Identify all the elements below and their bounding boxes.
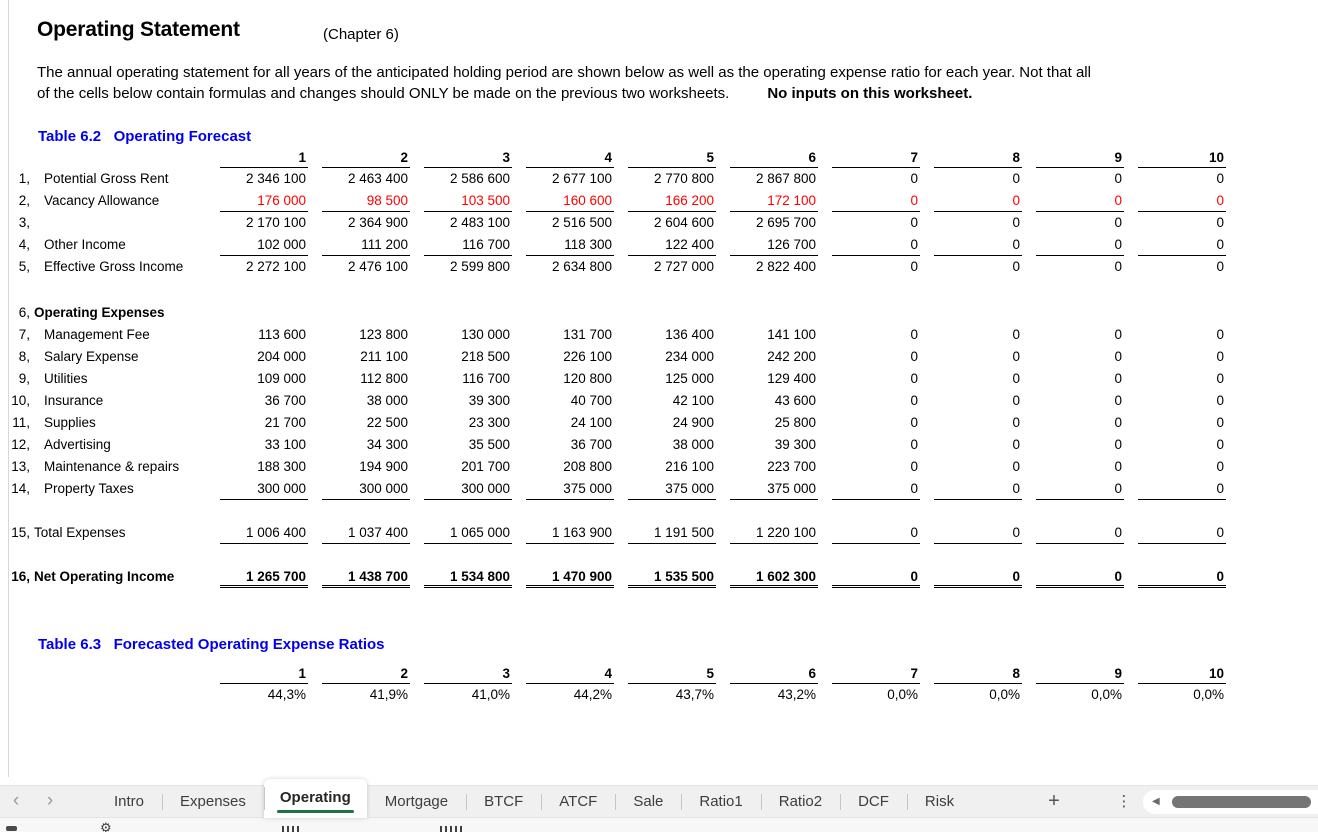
value-cell[interactable]: 141 100: [767, 327, 816, 342]
value-cell[interactable]: 211 100: [360, 349, 408, 364]
value-cell[interactable]: 1 602 300: [716, 566, 818, 588]
value-cell[interactable]: 0: [920, 190, 1022, 212]
value-cell[interactable]: 39 300: [468, 393, 510, 408]
value-cell[interactable]: 2 170 100: [245, 215, 306, 230]
value-cell[interactable]: 0: [1114, 437, 1122, 452]
value-cell[interactable]: 0: [1012, 327, 1020, 342]
value-cell[interactable]: 375 000: [512, 478, 614, 500]
row-number-cell[interactable]: 15,: [11, 525, 30, 540]
value-cell[interactable]: 0: [1216, 349, 1224, 364]
year-header-cell[interactable]: 2: [308, 666, 410, 684]
value-cell[interactable]: 1 470 900: [512, 566, 614, 588]
value-cell[interactable]: 0: [1114, 371, 1122, 386]
intro-line-2: of the cells below contain formulas and changes should ONLY be made on the previous two worksheets. No inputs on this worksheet.: [37, 85, 973, 102]
value-cell[interactable]: 118 300: [512, 234, 614, 256]
value-cell[interactable]: 2 604 600: [653, 215, 714, 230]
value-cell[interactable]: 188 300: [257, 459, 306, 474]
value-cell[interactable]: 103 500: [410, 190, 512, 212]
row-number-cell[interactable]: 6,: [18, 305, 30, 320]
year-header-cell[interactable]: 3: [410, 666, 512, 684]
table-row: [8, 368, 1226, 390]
ratio-value-cell[interactable]: 0,0%: [1091, 687, 1122, 702]
value-cell[interactable]: 242 200: [767, 349, 816, 364]
no-inputs-note: No inputs on this worksheet.: [767, 85, 973, 102]
row-label-cell[interactable]: Effective Gross Income: [44, 259, 184, 274]
value-cell[interactable]: 21 700: [264, 415, 306, 430]
value-cell[interactable]: 2 727 000: [653, 259, 714, 274]
value-cell[interactable]: 0: [1022, 190, 1124, 212]
table-row: [8, 256, 1226, 278]
value-cell[interactable]: 136 400: [665, 327, 714, 342]
year-header-cell[interactable]: 9: [1022, 666, 1124, 684]
add-sheet-button[interactable]: +: [1048, 790, 1060, 812]
value-cell[interactable]: 176 000: [206, 190, 308, 212]
scrollbar-left-icon[interactable]: ◀: [1152, 796, 1160, 807]
sheet-tab-operating[interactable]: Operating: [264, 779, 367, 818]
row-label-cell[interactable]: Supplies: [44, 415, 96, 430]
value-cell[interactable]: 35 500: [468, 437, 510, 452]
value-cell[interactable]: 0: [1114, 259, 1122, 274]
value-cell[interactable]: 0: [920, 478, 1022, 500]
table-row: [8, 684, 1226, 706]
row-label-cell[interactable]: Other Income: [44, 237, 126, 252]
value-cell[interactable]: 216 100: [665, 459, 714, 474]
value-cell[interactable]: 0: [1012, 393, 1020, 408]
year-header-cell[interactable]: 5: [614, 666, 716, 684]
year-header-cell[interactable]: 10: [1124, 666, 1226, 684]
row-label-cell[interactable]: Insurance: [44, 393, 104, 408]
value-cell[interactable]: 39 300: [774, 437, 816, 452]
value-cell[interactable]: 0: [1216, 437, 1224, 452]
status-icon-fragment: [440, 826, 462, 832]
value-cell[interactable]: 234 000: [665, 349, 714, 364]
sheet-tab-intro[interactable]: Intro: [114, 793, 145, 810]
year-header-cell[interactable]: 3: [410, 150, 512, 168]
year-header-cell[interactable]: 1: [206, 150, 308, 168]
value-cell[interactable]: 0: [1022, 234, 1124, 256]
table-62-caption: Table 6.2 Operating Forecast: [38, 128, 252, 145]
value-cell[interactable]: 38 000: [672, 437, 714, 452]
row-number-cell[interactable]: 12,: [11, 437, 30, 452]
value-cell[interactable]: 125 000: [665, 371, 714, 386]
value-cell[interactable]: 1 037 400: [308, 522, 410, 544]
value-cell[interactable]: 0: [1216, 459, 1224, 474]
row-label-cell[interactable]: Total Expenses: [34, 525, 126, 540]
value-cell[interactable]: 0: [910, 215, 918, 230]
value-cell[interactable]: 0: [1012, 215, 1020, 230]
value-cell[interactable]: 0: [1124, 234, 1226, 256]
value-cell[interactable]: 375 000: [716, 478, 818, 500]
table-row: [8, 234, 1226, 256]
ratio-value-cell[interactable]: 43,7%: [675, 687, 714, 702]
page-title: Operating Statement: [37, 18, 240, 41]
table-row: [8, 302, 1226, 324]
row-label: [30, 666, 206, 684]
ratio-value-cell[interactable]: 44,2%: [573, 687, 612, 702]
row-label-cell[interactable]: Utilities: [44, 371, 88, 386]
value-cell[interactable]: 0: [1216, 171, 1224, 186]
value-cell[interactable]: 116 700: [410, 234, 512, 256]
table-row: [8, 456, 1226, 478]
value-cell[interactable]: 0: [1012, 371, 1020, 386]
value-cell[interactable]: 25 800: [774, 415, 816, 430]
value-cell[interactable]: 0: [1216, 215, 1224, 230]
value-cell[interactable]: 2 770 800: [653, 171, 714, 186]
ratio-value-cell[interactable]: 41,0%: [471, 687, 510, 702]
value-cell[interactable]: 1 220 100: [716, 522, 818, 544]
intro-line-1: The annual operating statement for all years of the anticipated holding period are shown below as well as the operating expense ratio for each year. Not that all: [37, 64, 1091, 81]
value-cell[interactable]: 0: [1012, 349, 1020, 364]
row-label-cell[interactable]: Maintenance & repairs: [44, 459, 180, 474]
table-row: [8, 522, 1226, 544]
value-cell[interactable]: 2 516 500: [551, 215, 612, 230]
value-cell[interactable]: 2 634 800: [551, 259, 612, 274]
table-row: [8, 150, 1226, 168]
row-label-cell[interactable]: [30, 212, 206, 234]
value-cell[interactable]: 38 000: [366, 393, 408, 408]
row-label: [30, 684, 206, 706]
value-cell[interactable]: 0: [1114, 459, 1122, 474]
ratio-value-cell[interactable]: 41,9%: [369, 687, 408, 702]
value-cell[interactable]: 2 364 900: [347, 215, 408, 230]
value-cell[interactable]: 0: [910, 371, 918, 386]
ratio-value-cell[interactable]: 43,2%: [777, 687, 816, 702]
value-cell[interactable]: 22 500: [366, 415, 408, 430]
value-cell[interactable]: 2 695 700: [755, 215, 816, 230]
value-cell[interactable]: 2 599 800: [449, 259, 510, 274]
value-cell[interactable]: 0: [818, 190, 920, 212]
value-cell[interactable]: 1 163 900: [512, 522, 614, 544]
tab-scroll-forward-icon[interactable]: ›: [46, 790, 54, 811]
value-cell[interactable]: 1 065 000: [410, 522, 512, 544]
value-cell[interactable]: 0: [1114, 327, 1122, 342]
value-cell[interactable]: 0: [818, 234, 920, 256]
value-cell[interactable]: 201 700: [461, 459, 510, 474]
sheet-tab-ratio1[interactable]: Ratio1: [681, 786, 760, 818]
value-cell[interactable]: 102 000: [206, 234, 308, 256]
value-cell[interactable]: 0: [1022, 566, 1124, 588]
row-label-cell[interactable]: Salary Expense: [44, 349, 139, 364]
value-cell[interactable]: 166 200: [614, 190, 716, 212]
row-number-cell[interactable]: 8,: [18, 349, 30, 364]
sheet-tabs: [96, 786, 972, 818]
value-cell[interactable]: 1 006 400: [206, 522, 308, 544]
value-cell[interactable]: 0: [818, 478, 920, 500]
horizontal-scrollbar[interactable]: [1143, 790, 1318, 814]
value-cell[interactable]: 0: [1012, 259, 1020, 274]
value-cell[interactable]: 0: [920, 566, 1022, 588]
row-label-cell[interactable]: Potential Gross Rent: [44, 171, 169, 186]
value-cell[interactable]: 131 700: [563, 327, 612, 342]
table-row: [8, 412, 1226, 434]
row-number-cell[interactable]: 5,: [18, 259, 30, 274]
intro-text: [37, 62, 1091, 104]
chapter-label: (Chapter 6): [323, 26, 399, 43]
year-header-cell[interactable]: 1: [206, 666, 308, 684]
value-cell[interactable]: 24 900: [672, 415, 714, 430]
sheet-tab-ratio2[interactable]: Ratio2: [761, 786, 840, 818]
value-cell[interactable]: 112 800: [360, 371, 408, 386]
value-cell[interactable]: 0: [1216, 327, 1224, 342]
sheet-tab-expenses[interactable]: Expenses: [162, 786, 264, 818]
ratio-value-cell[interactable]: 0,0%: [1193, 687, 1224, 702]
value-cell[interactable]: 0: [1216, 259, 1224, 274]
expense-ratios-table: [8, 666, 1226, 706]
year-header-cell[interactable]: 2: [308, 150, 410, 168]
sheet-tab-risk[interactable]: Risk: [907, 786, 972, 818]
row-number-cell[interactable]: 13,: [11, 459, 30, 474]
value-cell[interactable]: 1 535 500: [614, 566, 716, 588]
table-row: [8, 324, 1226, 346]
value-cell[interactable]: 1 438 700: [308, 566, 410, 588]
value-cell[interactable]: 0: [1114, 415, 1122, 430]
year-header-cell[interactable]: 9: [1022, 150, 1124, 168]
value-cell[interactable]: 0: [1216, 415, 1224, 430]
value-cell[interactable]: 223 700: [767, 459, 816, 474]
year-header-cell[interactable]: 8: [920, 150, 1022, 168]
value-cell[interactable]: 0: [1216, 371, 1224, 386]
value-cell[interactable]: 0: [910, 437, 918, 452]
value-cell[interactable]: 0: [1114, 215, 1122, 230]
sheet-menu-icon[interactable]: ⋮: [1116, 793, 1132, 810]
row-number-cell[interactable]: 2,: [18, 193, 30, 208]
value-cell[interactable]: 126 700: [716, 234, 818, 256]
value-cell[interactable]: 0: [920, 522, 1022, 544]
value-cell[interactable]: 129 400: [767, 371, 816, 386]
value-cell[interactable]: 0: [910, 259, 918, 274]
row-label: [30, 150, 206, 168]
value-cell[interactable]: 0: [1124, 190, 1226, 212]
value-cell[interactable]: 122 400: [614, 234, 716, 256]
value-cell[interactable]: 0: [920, 234, 1022, 256]
row-number-cell[interactable]: 4,: [18, 237, 30, 252]
status-icon-fragment: [6, 826, 17, 831]
value-cell[interactable]: 130 000: [461, 327, 510, 342]
value-cell[interactable]: 0: [910, 459, 918, 474]
value-cell[interactable]: 0: [910, 415, 918, 430]
value-cell[interactable]: 0: [818, 522, 920, 544]
status-icon-fragment: [282, 826, 302, 832]
table-row: [8, 566, 1226, 588]
value-cell[interactable]: 1 265 700: [206, 566, 308, 588]
value-cell[interactable]: 0: [1012, 415, 1020, 430]
sheet-tab-dcf[interactable]: DCF: [840, 786, 907, 818]
year-header-cell[interactable]: 6: [716, 150, 818, 168]
value-cell[interactable]: 0: [1114, 171, 1122, 186]
table-row: [8, 390, 1226, 412]
table-row: [8, 212, 1226, 234]
ratio-value-cell[interactable]: 44,3%: [267, 687, 306, 702]
value-cell[interactable]: 208 800: [563, 459, 612, 474]
year-header-cell[interactable]: 10: [1124, 150, 1226, 168]
value-cell[interactable]: 2 272 100: [245, 259, 306, 274]
row-number-cell[interactable]: 7,: [18, 327, 30, 342]
table-row: [8, 666, 1226, 684]
value-cell[interactable]: 0: [1216, 393, 1224, 408]
row-number: [8, 666, 30, 684]
sheet-tab-btcf[interactable]: BTCF: [466, 786, 541, 818]
value-cell[interactable]: 0: [910, 171, 918, 186]
value-cell[interactable]: 42 100: [672, 393, 714, 408]
value-cell[interactable]: 300 000: [410, 478, 512, 500]
value-cell[interactable]: 1 534 800: [410, 566, 512, 588]
row-number: [8, 684, 30, 706]
row-number-cell[interactable]: 10,: [11, 393, 30, 408]
value-cell[interactable]: 2 822 400: [755, 259, 816, 274]
value-cell[interactable]: 36 700: [570, 437, 612, 452]
table-row: [8, 434, 1226, 456]
value-cell[interactable]: 194 900: [359, 459, 408, 474]
value-cell[interactable]: 123 800: [359, 327, 408, 342]
year-header-cell[interactable]: 8: [920, 666, 1022, 684]
status-bar: [0, 817, 1318, 832]
scrollbar-thumb[interactable]: [1172, 796, 1311, 808]
table-row: [8, 478, 1226, 500]
value-cell[interactable]: 300 000: [206, 478, 308, 500]
row-number-cell[interactable]: 14,: [11, 481, 30, 496]
value-cell[interactable]: 113 600: [258, 327, 306, 342]
value-cell[interactable]: 0: [1012, 171, 1020, 186]
table-63-caption: Table 6.3 Forecasted Operating Expense Ratios: [38, 636, 385, 653]
value-cell[interactable]: 2 476 100: [347, 259, 408, 274]
value-cell[interactable]: 116 700: [462, 371, 510, 386]
value-cell[interactable]: 0: [1012, 459, 1020, 474]
value-cell[interactable]: 375 000: [614, 478, 716, 500]
table-row: [8, 346, 1226, 368]
value-cell[interactable]: 2 586 600: [449, 171, 510, 186]
value-cell[interactable]: 172 100: [716, 190, 818, 212]
year-header-cell[interactable]: 6: [716, 666, 818, 684]
year-header-cell[interactable]: 7: [818, 150, 920, 168]
value-cell[interactable]: 2 346 100: [245, 171, 306, 186]
sheet-tab-sale[interactable]: Sale: [615, 786, 681, 818]
row-number-cell[interactable]: 16,: [11, 569, 30, 584]
tab-scroll-back-icon[interactable]: ‹: [12, 790, 20, 811]
value-cell[interactable]: 2 483 100: [449, 215, 510, 230]
row-number-cell[interactable]: 9,: [18, 371, 30, 386]
year-header-cell[interactable]: 7: [818, 666, 920, 684]
sheet-tab-atcf[interactable]: ATCF: [541, 786, 615, 818]
value-cell[interactable]: 34 300: [366, 437, 408, 452]
ratio-value-cell[interactable]: 0,0%: [989, 687, 1020, 702]
value-cell[interactable]: 226 100: [563, 349, 612, 364]
value-cell[interactable]: 0: [910, 327, 918, 342]
value-cell[interactable]: 2 867 800: [755, 171, 816, 186]
year-header-cell[interactable]: 5: [614, 150, 716, 168]
row-label-cell[interactable]: Operating Expenses: [34, 305, 165, 320]
table-row: [8, 190, 1226, 212]
value-cell[interactable]: 36 700: [264, 393, 306, 408]
value-cell[interactable]: 111 200: [308, 234, 410, 256]
year-header-cell[interactable]: 4: [512, 150, 614, 168]
value-cell[interactable]: 0: [1022, 478, 1124, 500]
table-row: [8, 168, 1226, 190]
value-cell[interactable]: 43 600: [774, 393, 816, 408]
value-cell[interactable]: 0: [910, 393, 918, 408]
gear-icon: ⚙: [100, 820, 112, 832]
value-cell[interactable]: 24 100: [570, 415, 612, 430]
value-cell[interactable]: 300 000: [308, 478, 410, 500]
value-cell[interactable]: 0: [1114, 393, 1122, 408]
value-cell[interactable]: 23 300: [468, 415, 510, 430]
value-cell[interactable]: 0: [1124, 522, 1226, 544]
row-number-cell[interactable]: 11,: [12, 415, 30, 430]
value-cell[interactable]: 40 700: [570, 393, 612, 408]
value-cell[interactable]: 0: [818, 566, 920, 588]
value-cell[interactable]: 0: [910, 349, 918, 364]
ratio-value-cell[interactable]: 0,0%: [887, 687, 918, 702]
year-header-cell[interactable]: 4: [512, 666, 614, 684]
row-number-cell[interactable]: 3,: [18, 215, 30, 230]
row-label-cell[interactable]: Property Taxes: [44, 481, 134, 496]
row-number-cell[interactable]: 1,: [18, 171, 30, 186]
value-cell[interactable]: 98 500: [308, 190, 410, 212]
value-cell[interactable]: 0: [1012, 437, 1020, 452]
value-cell[interactable]: 33 100: [264, 437, 306, 452]
value-cell[interactable]: 120 800: [563, 371, 612, 386]
sheet-tab-bar: [0, 785, 1318, 818]
row-label-cell[interactable]: Vacancy Allowance: [44, 193, 160, 208]
row-number: [8, 150, 30, 168]
value-cell[interactable]: 0: [1022, 522, 1124, 544]
value-cell[interactable]: 2 677 100: [551, 171, 612, 186]
value-cell[interactable]: 218 500: [461, 349, 510, 364]
row-label-cell[interactable]: Advertising: [44, 437, 111, 452]
value-cell[interactable]: 160 600: [512, 190, 614, 212]
sheet-tab-mortgage[interactable]: Mortgage: [384, 793, 449, 810]
row-label-cell[interactable]: Management Fee: [44, 327, 150, 342]
value-cell[interactable]: 0: [1124, 478, 1226, 500]
value-cell[interactable]: 0: [1114, 349, 1122, 364]
value-cell[interactable]: 109 000: [257, 371, 306, 386]
value-cell[interactable]: 204 000: [257, 349, 306, 364]
value-cell[interactable]: 1 191 500: [614, 522, 716, 544]
row-label-cell[interactable]: Net Operating Income: [34, 569, 175, 584]
value-cell[interactable]: 0: [1124, 566, 1226, 588]
operating-forecast-table: [8, 150, 1226, 588]
value-cell[interactable]: 2 463 400: [347, 171, 408, 186]
